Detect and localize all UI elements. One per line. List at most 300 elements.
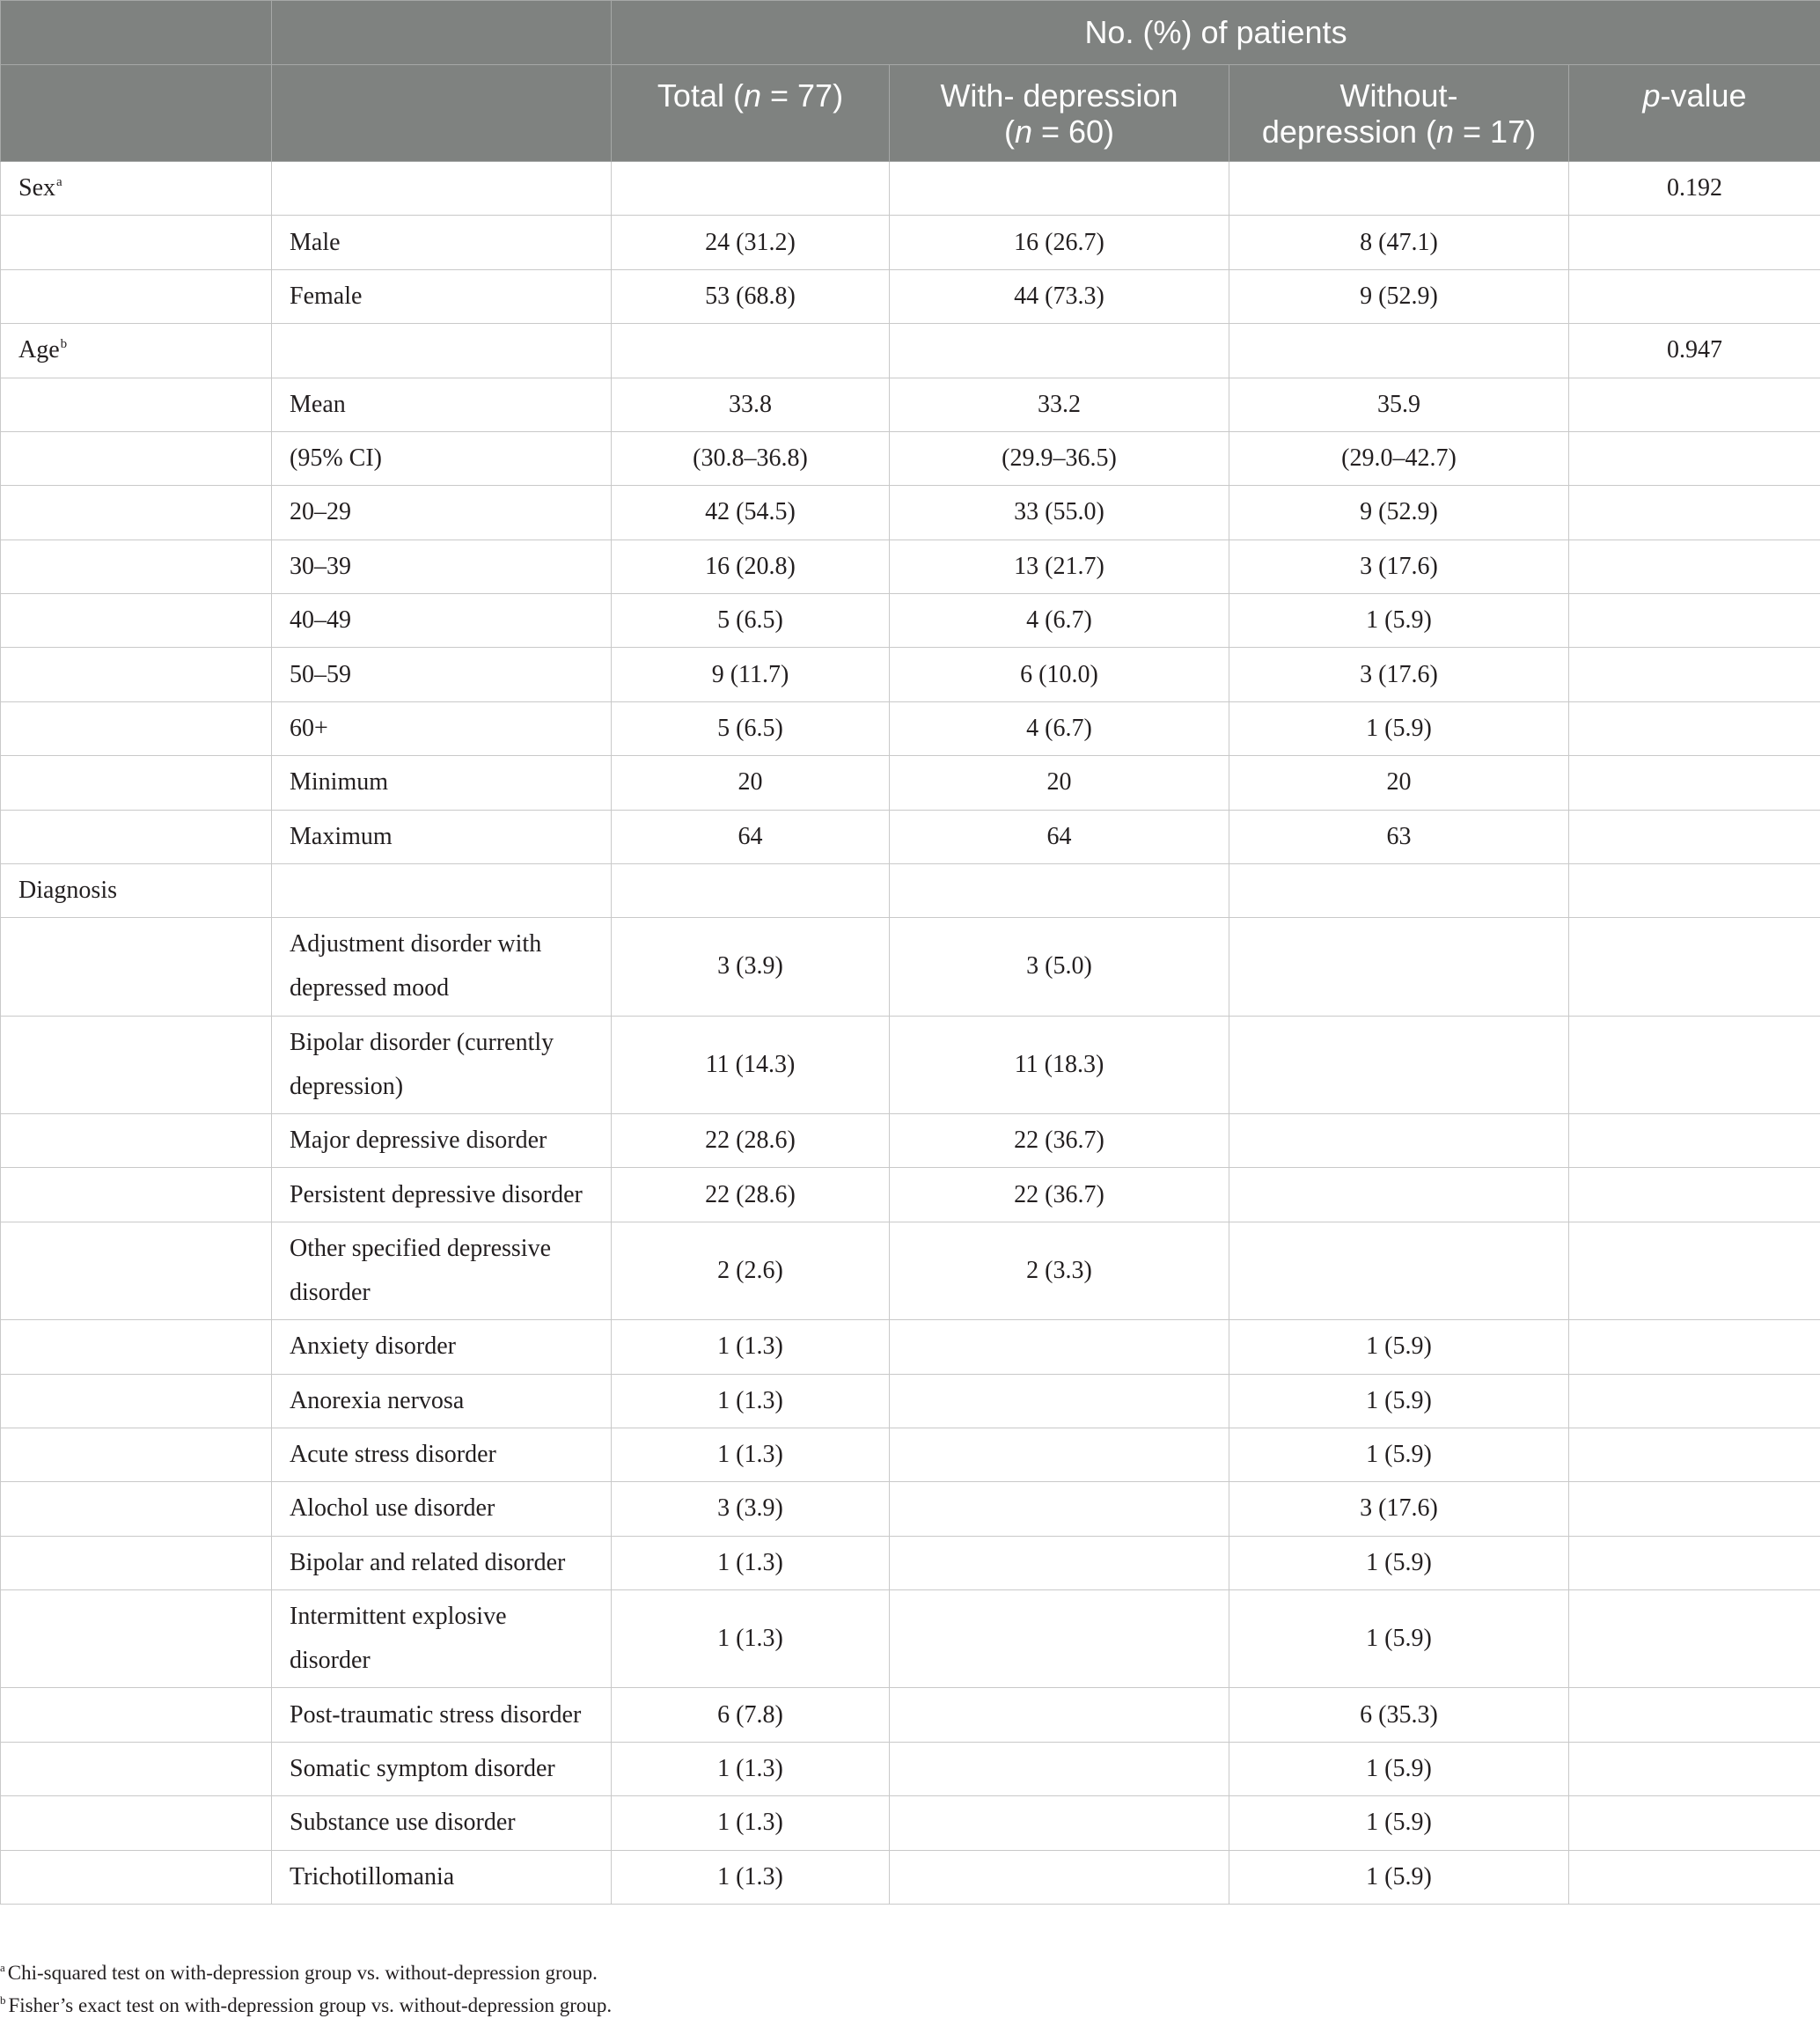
category-cell [1, 810, 272, 863]
row-label-cell [272, 378, 612, 431]
row-label-cell-text: Substance use disorder [290, 1809, 516, 1837]
without-depression-cell-text: 1 (5.9) [1366, 1625, 1432, 1653]
without-depression-cell [1229, 162, 1569, 216]
category-cell [1, 216, 272, 269]
with-depression-cell [890, 648, 1229, 701]
with-depression-cell [890, 431, 1229, 485]
header-empty-cell [1, 65, 272, 162]
p-value-cell [1569, 594, 1820, 648]
total-cell-text: 9 (11.7) [711, 660, 789, 688]
table-row [1, 1590, 1820, 1688]
row-label-cell-text: 40–49 [290, 606, 351, 635]
row-label-cell [272, 1482, 612, 1536]
total-cell [612, 1850, 890, 1904]
table-row [1, 756, 1820, 810]
total-cell-text: 53 (68.8) [705, 282, 796, 310]
p-value-cell [1569, 1168, 1820, 1222]
row-label-cell-text: Major depressive disorder [290, 1127, 547, 1155]
with-depression-cell-text: 33 (55.0) [1014, 498, 1104, 526]
without-depression-cell [1229, 594, 1569, 648]
total-column-header [612, 65, 890, 162]
table-header [1, 1, 1820, 162]
without-depression-cell-text: 35.9 [1377, 390, 1420, 418]
category-cell [1, 269, 272, 323]
total-cell-text: 22 (28.6) [705, 1127, 796, 1155]
row-label-cell-text: Somatic symptom disorder [290, 1754, 555, 1782]
total-cell [612, 648, 890, 701]
without-depression-cell [1229, 216, 1569, 269]
row-label-cell [272, 486, 612, 540]
category-cell [1, 1850, 272, 1904]
row-label-cell-text: Bipolar and related disorder [290, 1548, 566, 1576]
p-value-cell [1569, 162, 1820, 216]
with-depression-cell [890, 1374, 1229, 1428]
with-depression-cell [890, 378, 1229, 431]
with-depression-cell [890, 1222, 1229, 1319]
without-depression-cell-text: 3 (17.6) [1360, 1494, 1438, 1523]
table-row [1, 1428, 1820, 1481]
category-cell [1, 378, 272, 431]
without-depression-cell [1229, 1688, 1569, 1742]
without-depression-cell-text: 6 (35.3) [1360, 1700, 1438, 1729]
category-cell [1, 324, 272, 378]
with-depression-header-line1: With- depression [940, 77, 1178, 114]
table-row [1, 918, 1820, 1016]
total-cell-text: 1 (1.3) [717, 1809, 783, 1837]
table-row [1, 1016, 1820, 1113]
without-depression-cell [1229, 1222, 1569, 1319]
without-depression-cell [1229, 486, 1569, 540]
total-cell [612, 216, 890, 269]
without-depression-cell [1229, 648, 1569, 701]
total-cell-text: 1 (1.3) [717, 1386, 783, 1414]
p-value-cell [1569, 1742, 1820, 1795]
category-cell [1, 540, 272, 593]
total-cell-text: 33.8 [729, 390, 772, 418]
category-cell [1, 1168, 272, 1222]
category-cell [1, 1016, 272, 1113]
total-cell [612, 1688, 890, 1742]
with-depression-cell [890, 216, 1229, 269]
with-depression-cell [890, 1168, 1229, 1222]
total-cell-text: 5 (6.5) [717, 606, 783, 635]
without-depression-cell-text: 3 (17.6) [1360, 660, 1438, 688]
with-depression-cell [890, 1536, 1229, 1589]
total-cell [612, 918, 890, 1016]
with-depression-cell [890, 918, 1229, 1016]
row-label-cell [272, 918, 612, 1016]
row-label-cell [272, 1168, 612, 1222]
total-cell [612, 701, 890, 755]
with-depression-cell-text: 33.2 [1038, 390, 1081, 418]
total-cell-text: 2 (2.6) [717, 1256, 783, 1284]
row-label-cell [272, 810, 612, 863]
with-depression-cell [890, 486, 1229, 540]
total-cell [612, 1168, 890, 1222]
without-depression-cell-text: 1 (5.9) [1366, 714, 1432, 742]
row-label-cell-text: Other specified depressive disorder [290, 1234, 551, 1306]
footnote-text: Fisher’s exact test on with-depression group vs. without-depression group. [8, 1994, 613, 2016]
row-label-cell [272, 594, 612, 648]
p-value-cell [1569, 701, 1820, 755]
with-depression-cell-text: 64 [1046, 822, 1072, 850]
total-cell-text: 20 [738, 768, 763, 796]
category-cell [1, 1796, 272, 1850]
total-cell-text: 3 (3.9) [717, 952, 783, 980]
without-depression-cell-text: (29.0–42.7) [1341, 444, 1457, 473]
total-cell [612, 1742, 890, 1795]
total-cell [612, 378, 890, 431]
total-cell-text: 1 (1.3) [717, 1332, 783, 1361]
total-header-text: Total ( [657, 77, 744, 114]
row-label-cell [272, 1222, 612, 1319]
without-depression-cell [1229, 1850, 1569, 1904]
total-header-count: = 77) [761, 77, 844, 114]
without-depression-cell-text: 1 (5.9) [1366, 1332, 1432, 1361]
total-header-n: n [743, 77, 761, 114]
category-cell [1, 1114, 272, 1168]
p-value-cell [1569, 1850, 1820, 1904]
without-depression-cell [1229, 540, 1569, 593]
category-cell [1, 863, 272, 917]
without-depression-cell [1229, 1796, 1569, 1850]
table-row [1, 1482, 1820, 1536]
table-row [1, 1536, 1820, 1589]
p-value-cell [1569, 269, 1820, 323]
with-depression-cell [890, 1114, 1229, 1168]
with-depression-cell-text: 4 (6.7) [1026, 606, 1092, 635]
without-depression-cell-text: 1 (5.9) [1366, 1548, 1432, 1576]
without-depression-header-line2 [1235, 114, 1563, 150]
total-cell [612, 1114, 890, 1168]
with-depression-cell [890, 1428, 1229, 1481]
category-row [1, 324, 1820, 378]
table-row [1, 378, 1820, 431]
category-cell [1, 701, 272, 755]
header-empty-cell [1, 1, 272, 65]
without-depression-header-line1: Without- [1339, 77, 1458, 114]
total-cell [612, 1320, 890, 1374]
without-depression-cell [1229, 918, 1569, 1016]
p-value-cell-text: 0.192 [1667, 174, 1722, 202]
with-depression-cell-text: 20 [1046, 768, 1072, 796]
row-label-cell [272, 216, 612, 269]
table-row [1, 1114, 1820, 1168]
row-label-cell-text: Male [290, 228, 341, 256]
without-depression-cell [1229, 863, 1569, 917]
total-cell-text: 1 (1.3) [717, 1548, 783, 1576]
with-depression-cell [890, 1742, 1229, 1795]
total-cell [612, 1016, 890, 1113]
row-label-cell [272, 756, 612, 810]
row-label-cell-text: Female [290, 282, 363, 310]
without-depression-column-header [1229, 65, 1569, 162]
header-row-group [1, 1, 1820, 65]
row-label-cell-text: Adjustment disorder with depressed mood [290, 930, 542, 1002]
table-body [1, 162, 1820, 1905]
without-depression-cell [1229, 1114, 1569, 1168]
without-depression-cell [1229, 701, 1569, 755]
with-depression-cell-text: 6 (10.0) [1020, 660, 1098, 688]
row-label-cell-text: Acute stress disorder [290, 1441, 496, 1469]
without-depression-cell-text: 20 [1386, 768, 1412, 796]
with-depression-cell-text: (29.9–36.5) [1002, 444, 1117, 473]
category-cell [1, 648, 272, 701]
without-depression-cell-text: 1 (5.9) [1366, 1862, 1432, 1890]
category-cell [1, 1742, 272, 1795]
row-label-cell [272, 324, 612, 378]
table-row [1, 1222, 1820, 1319]
row-label-cell-text: Minimum [290, 768, 389, 796]
table-row [1, 540, 1820, 593]
total-cell [612, 540, 890, 593]
without-depression-cell-text: 1 (5.9) [1366, 1809, 1432, 1837]
row-label-cell-text: Anxiety disorder [290, 1332, 456, 1361]
total-cell-text: 3 (3.9) [717, 1494, 783, 1523]
total-cell-text: 1 (1.3) [717, 1625, 783, 1653]
total-cell [612, 594, 890, 648]
with-depression-column-header [890, 65, 1229, 162]
category-cell [1, 1222, 272, 1319]
without-depression-cell [1229, 810, 1569, 863]
total-header-line [617, 77, 884, 114]
row-label-cell-text: 50–59 [290, 660, 351, 688]
row-label-cell [272, 1796, 612, 1850]
with-depression-cell-text: 13 (21.7) [1014, 552, 1104, 580]
p-value-cell [1569, 648, 1820, 701]
table-row [1, 1688, 1820, 1742]
p-value-cell [1569, 486, 1820, 540]
total-cell-text: (30.8–36.8) [693, 444, 808, 473]
category-cell [1, 756, 272, 810]
with-depression-cell [890, 1590, 1229, 1688]
category-cell [1, 1428, 272, 1481]
total-cell [612, 324, 890, 378]
total-cell-text: 5 (6.5) [717, 714, 783, 742]
without-depression-cell [1229, 756, 1569, 810]
with-depression-cell [890, 701, 1229, 755]
category-cell-text: Diagnosis [18, 877, 117, 905]
with-depression-cell [890, 1482, 1229, 1536]
p-value-cell [1569, 378, 1820, 431]
with-depression-cell-text: 2 (3.3) [1026, 1256, 1092, 1284]
table-row [1, 810, 1820, 863]
category-cell [1, 594, 272, 648]
with-depression-cell [890, 756, 1229, 810]
total-cell [612, 1482, 890, 1536]
without-depression-cell [1229, 378, 1569, 431]
table-row [1, 431, 1820, 485]
with-depression-cell [890, 162, 1229, 216]
without-depression-cell [1229, 1482, 1569, 1536]
p-value-cell [1569, 431, 1820, 485]
with-depression-cell-text: 11 (18.3) [1014, 1050, 1104, 1078]
without-depression-cell [1229, 1428, 1569, 1481]
row-label-cell [272, 1688, 612, 1742]
category-row [1, 162, 1820, 216]
without-depression-cell [1229, 269, 1569, 323]
category-row [1, 863, 1820, 917]
with-depression-header-count: = 60) [1031, 114, 1115, 150]
table-row [1, 1742, 1820, 1795]
category-cell [1, 1374, 272, 1428]
total-cell [612, 1796, 890, 1850]
p-value-cell [1569, 540, 1820, 593]
p-value-cell [1569, 1222, 1820, 1319]
category-cell [1, 1482, 272, 1536]
with-depression-cell-text: 4 (6.7) [1026, 714, 1092, 742]
row-label-cell [272, 1590, 612, 1688]
category-cell-text: Sex [18, 174, 55, 202]
without-depression-cell-text: 63 [1386, 822, 1412, 850]
with-depression-cell [890, 1796, 1229, 1850]
with-depression-cell [890, 594, 1229, 648]
row-label-cell [272, 431, 612, 485]
footnote-mark: b [0, 1993, 6, 2007]
without-depression-cell [1229, 324, 1569, 378]
footnote-mark: a [0, 1961, 5, 1974]
total-cell [612, 1428, 890, 1481]
without-depression-cell-text: 1 (5.9) [1366, 606, 1432, 635]
without-depression-cell-text: 3 (17.6) [1360, 552, 1438, 580]
total-cell-text: 1 (1.3) [717, 1862, 783, 1890]
row-label-cell-text: Post-traumatic stress disorder [290, 1700, 582, 1729]
table-row [1, 269, 1820, 323]
total-cell-text: 22 (28.6) [705, 1180, 796, 1208]
with-depression-cell [890, 863, 1229, 917]
without-depression-cell [1229, 1168, 1569, 1222]
without-depression-cell [1229, 1590, 1569, 1688]
total-cell [612, 863, 890, 917]
with-depression-cell-text: 22 (36.7) [1014, 1180, 1104, 1208]
row-label-cell [272, 1850, 612, 1904]
with-depression-cell [890, 269, 1229, 323]
footnotes [0, 1956, 1820, 2022]
row-label-cell-text: Mean [290, 390, 346, 418]
row-label-cell [272, 1536, 612, 1589]
table-row [1, 701, 1820, 755]
total-cell [612, 1590, 890, 1688]
p-value-cell [1569, 863, 1820, 917]
row-label-cell-text: Trichotillomania [290, 1862, 455, 1890]
row-label-cell [272, 269, 612, 323]
total-cell-text: 1 (1.3) [717, 1754, 783, 1782]
table-row [1, 594, 1820, 648]
p-value-cell [1569, 1482, 1820, 1536]
table-row [1, 216, 1820, 269]
without-depression-header-text: depression ( [1261, 114, 1436, 150]
total-cell [612, 486, 890, 540]
without-depression-cell-text: 9 (52.9) [1360, 498, 1438, 526]
table-row [1, 1374, 1820, 1428]
header-empty-cell [272, 65, 612, 162]
p-value-cell [1569, 1016, 1820, 1113]
row-label-cell-text: Alochol use disorder [290, 1494, 495, 1523]
total-cell [612, 1536, 890, 1589]
header-empty-cell [272, 1, 612, 65]
table-row [1, 1320, 1820, 1374]
without-depression-cell-text: 1 (5.9) [1366, 1441, 1432, 1469]
row-label-cell-text: 20–29 [290, 498, 351, 526]
row-label-cell [272, 1114, 612, 1168]
row-label-cell-text: Maximum [290, 822, 393, 850]
row-label-cell [272, 1320, 612, 1374]
row-label-cell [272, 648, 612, 701]
row-label-cell-text: Persistent depressive disorder [290, 1180, 583, 1208]
with-depression-cell [890, 324, 1229, 378]
row-label-cell-text: 60+ [290, 714, 328, 742]
footnote-a [0, 1956, 1820, 1989]
category-footnote-mark: a [56, 175, 62, 190]
without-depression-cell-text: 8 (47.1) [1360, 228, 1438, 256]
without-depression-cell [1229, 1536, 1569, 1589]
with-depression-cell-text: 22 (36.7) [1014, 1127, 1104, 1155]
total-cell [612, 269, 890, 323]
without-depression-cell [1229, 1016, 1569, 1113]
row-label-cell-text: Intermittent explosive disorder [290, 1603, 507, 1675]
total-cell [612, 431, 890, 485]
row-label-cell-text: Anorexia nervosa [290, 1386, 465, 1414]
total-cell-text: 11 (14.3) [705, 1050, 796, 1078]
header-row-columns [1, 65, 1820, 162]
table-row [1, 648, 1820, 701]
p-value-cell [1569, 1114, 1820, 1168]
table-row [1, 1168, 1820, 1222]
without-depression-cell [1229, 1742, 1569, 1795]
p-value-cell [1569, 756, 1820, 810]
group-header-text: No. (%) of patients [1084, 14, 1347, 50]
with-depression-cell-text: 3 (5.0) [1026, 952, 1092, 980]
without-depression-cell [1229, 431, 1569, 485]
row-label-cell [272, 701, 612, 755]
total-cell-text: 42 (54.5) [705, 498, 796, 526]
total-cell-text: 64 [738, 822, 763, 850]
without-depression-header-count: = 17) [1454, 114, 1537, 150]
with-depression-cell [890, 1850, 1229, 1904]
p-value-column-header [1569, 65, 1820, 162]
with-depression-cell-text: 16 (26.7) [1014, 228, 1104, 256]
p-value-cell [1569, 1796, 1820, 1850]
category-cell [1, 431, 272, 485]
category-cell [1, 918, 272, 1016]
row-label-cell [272, 1374, 612, 1428]
p-value-cell [1569, 1688, 1820, 1742]
with-depression-cell [890, 540, 1229, 593]
total-cell-text: 16 (20.8) [705, 552, 796, 580]
row-label-cell [272, 1428, 612, 1481]
p-value-cell [1569, 1320, 1820, 1374]
without-depression-cell-text: 9 (52.9) [1360, 282, 1438, 310]
with-depression-cell [890, 810, 1229, 863]
with-depression-header-text: ( [1003, 114, 1015, 150]
category-cell-text: Age [18, 336, 60, 364]
p-value-cell [1569, 1590, 1820, 1688]
table-row [1, 1796, 1820, 1850]
without-depression-cell [1229, 1374, 1569, 1428]
p-value-header-line [1574, 77, 1815, 114]
row-label-cell [272, 863, 612, 917]
category-cell [1, 1688, 272, 1742]
p-value-cell [1569, 1374, 1820, 1428]
with-depression-cell [890, 1320, 1229, 1374]
with-depression-cell [890, 1688, 1229, 1742]
p-value-cell [1569, 1428, 1820, 1481]
with-depression-header-n: n [1014, 114, 1032, 150]
p-value-cell [1569, 324, 1820, 378]
category-cell [1, 162, 272, 216]
category-cell [1, 486, 272, 540]
without-depression-cell-text: 1 (5.9) [1366, 1386, 1432, 1414]
